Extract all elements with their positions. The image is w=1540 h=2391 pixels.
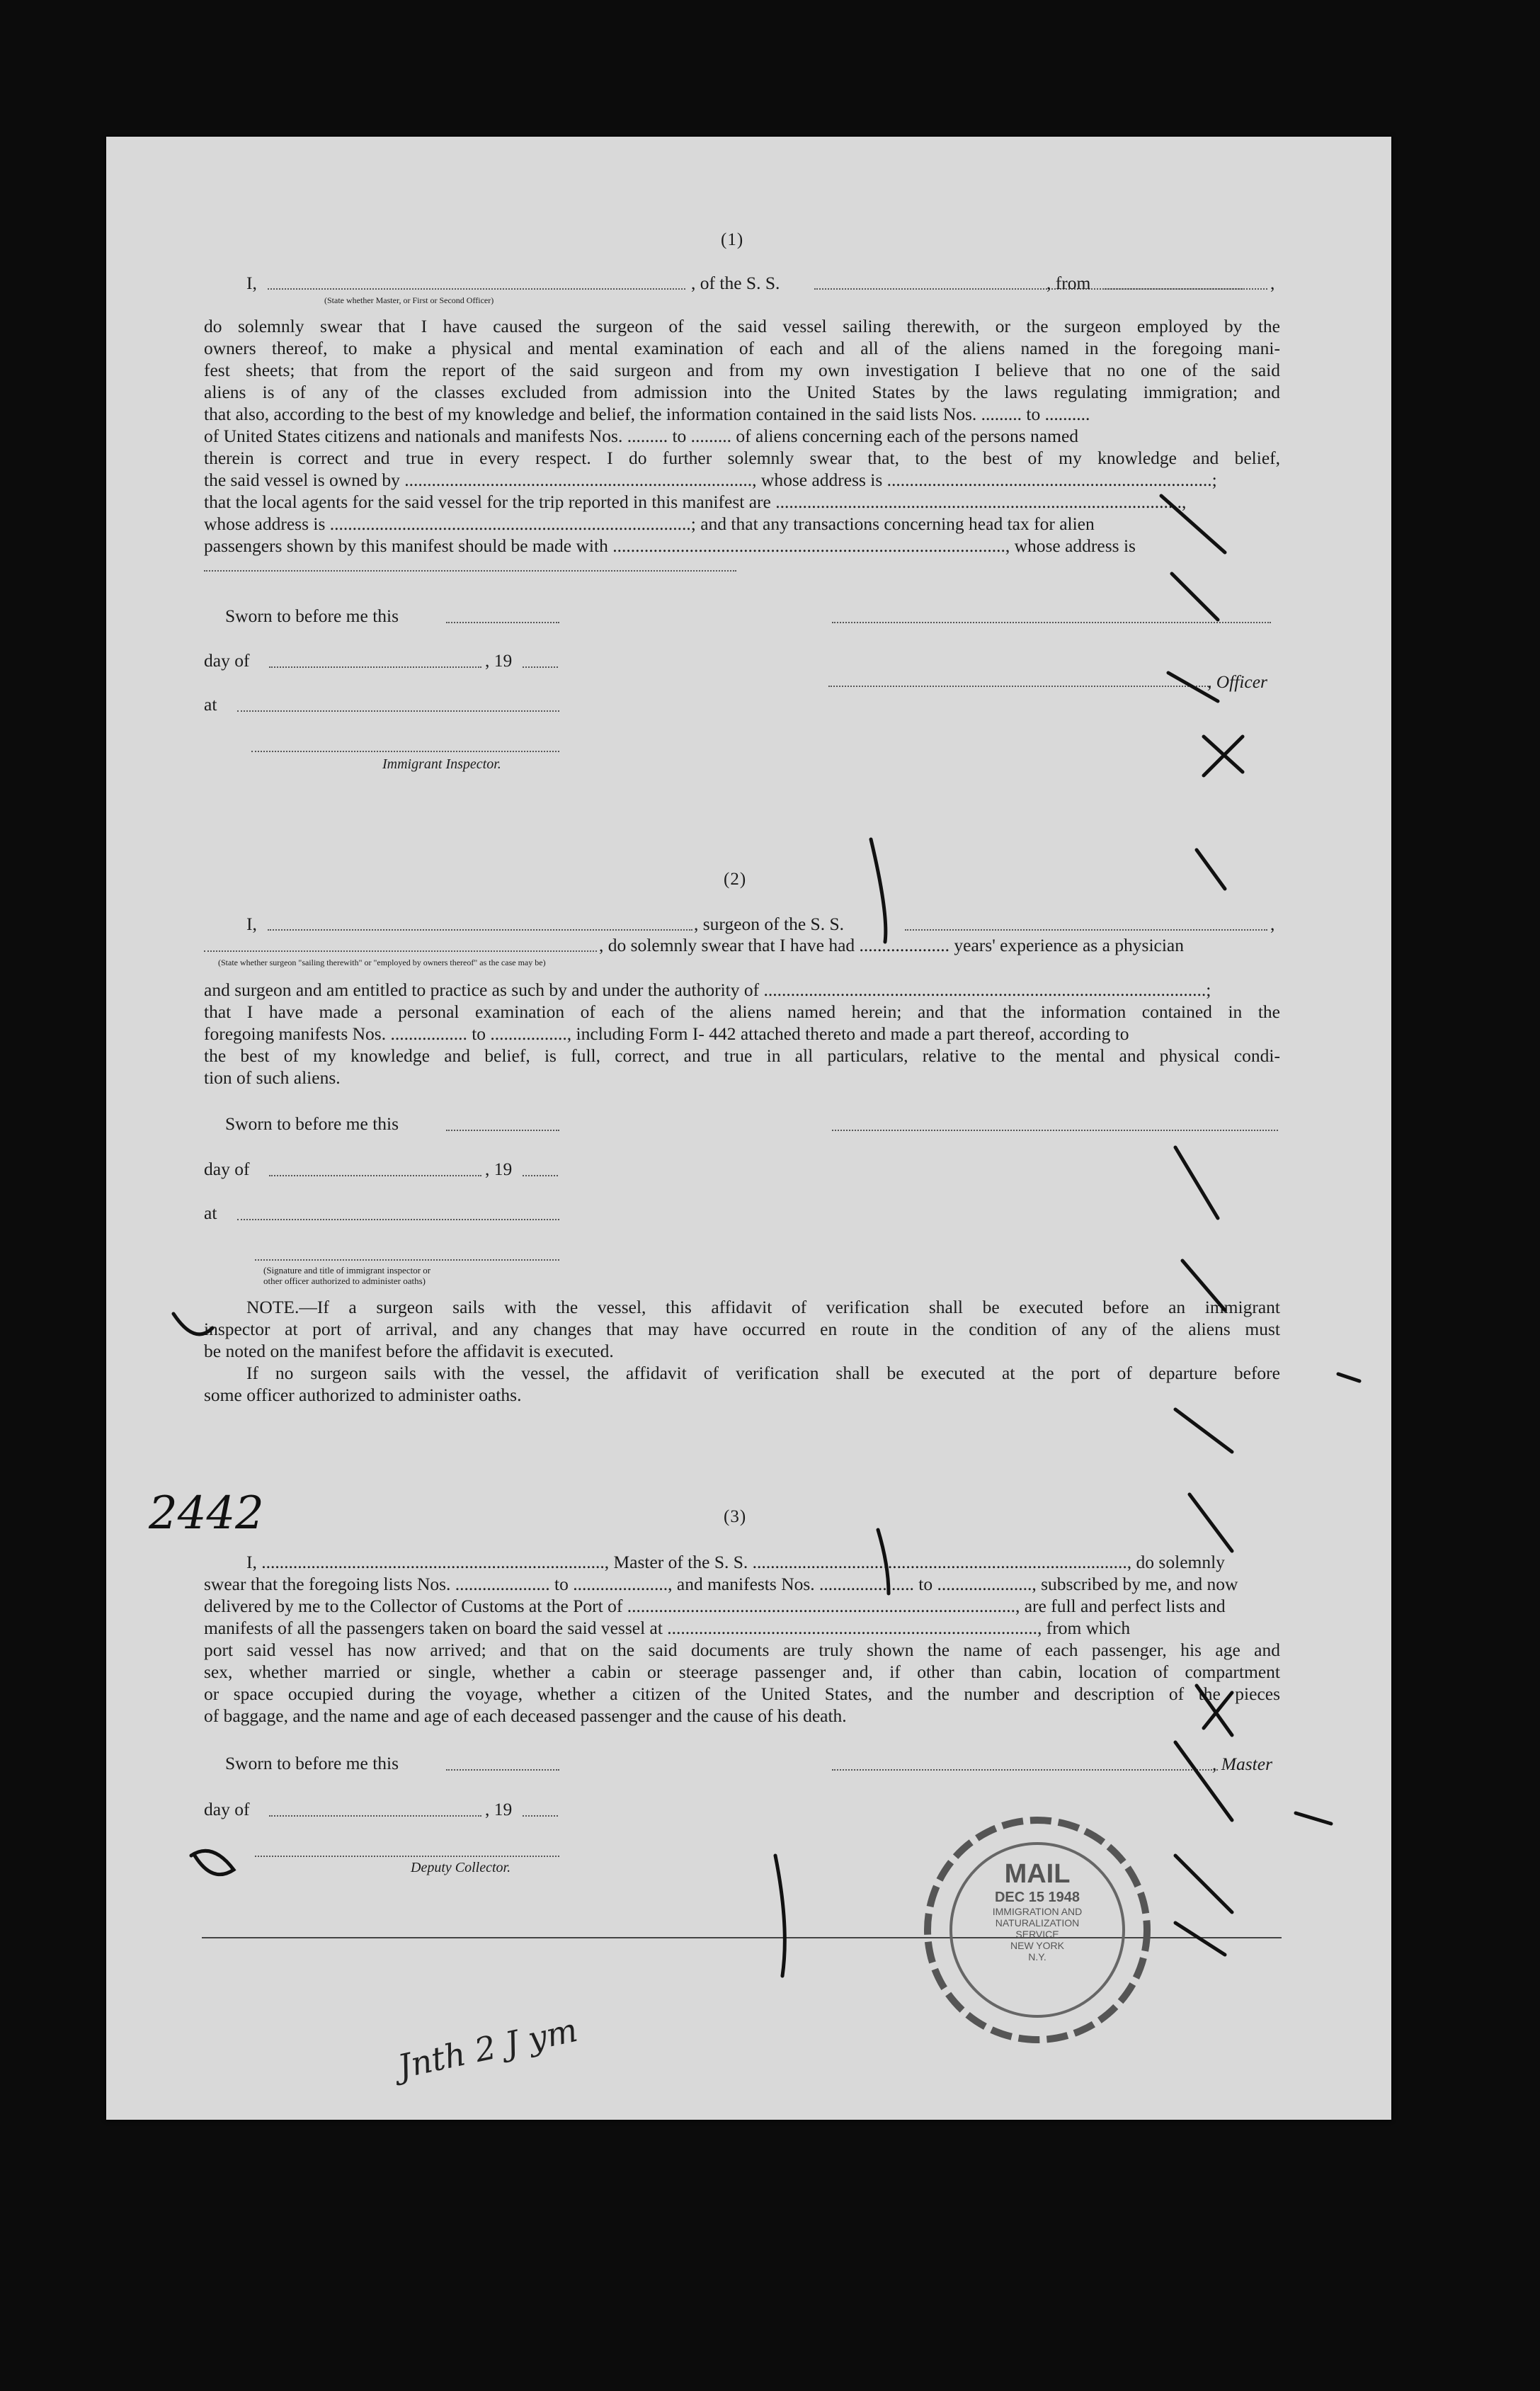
s3-collector-title: Deputy Collector. [411,1860,511,1875]
s2-note-line: If no surgeon sails with the vessel, the affidavit of verification shall be executed at the port of departure before [246,1363,1280,1383]
s2-note-line: NOTE.—If a surgeon sails with the vessel, this affidavit of verification shall be executed before an immigrant [246,1297,1280,1317]
s3-body-line: port said vessel has now arrived; and that on the said documents are truly shown the name of each passenger, his age and [204,1640,1280,1660]
s1-body-line: fest sheets; that from the report of the said surgeon and from my own investigation I believe that no one of the said [204,360,1280,380]
s2-body-line: tion of such aliens. [204,1067,341,1088]
s3-master-label: , Master [1212,1754,1272,1774]
s2-note-line: be noted on the manifest before the affidavit is executed. [204,1341,614,1361]
s1-body-line: aliens is of any of the classes excluded from admission into the United States by the laws regulating immigration; and [204,382,1280,402]
s3-year-label: , 19 [485,1799,513,1819]
s1-year-blank [523,666,558,668]
s2-day-blank [269,1175,481,1176]
s2-note [204,1296,1280,1409]
s1-officer-sig-line [832,622,1271,623]
s2-at-blank [237,1219,559,1220]
s1-body-line: therein is correct and true in every respect. I do further solemnly swear that, to the best of my knowledge and belief, [204,448,1280,468]
section-3 [204,1551,1280,1735]
s2-note-line: some officer authorized to administer oaths. [204,1385,522,1405]
s1-officer-label: , Officer [1207,671,1267,692]
s1-inspector-sig-line [251,751,559,752]
section-2-heading: (2) [724,870,747,889]
s2-surgeon-blank [268,929,692,931]
s1-body-line: passengers shown by this manifest should be made with ......................................................................................., whose address is [204,535,1136,556]
stamp-text [959,1859,1115,1963]
s2-inspector-sig-line [255,1259,559,1261]
stamp-agency-4: NEW YORK [1010,1940,1064,1951]
s1-body-line: of United States citizens and nationals and manifests Nos. ......... to ......... of aliens concerning each of the persons named [204,426,1079,446]
s1-from-blank [1105,288,1267,290]
s2-body-line: and surgeon and am entitled to practice as such by and under the authority of ..................................................................................................; [204,979,1211,1000]
s3-day-blank [269,1815,481,1817]
s2-line2: , do solemnly swear that I have had .................... years' experience as a physician [599,935,1184,955]
s2-surgeon-sig-line [832,1130,1278,1131]
s3-body-line: I, ............................................................................, Master of the S. S. ..................................................................................., do solemnly [246,1552,1225,1572]
s1-i-label: I, [246,273,257,293]
s2-at-label: at [204,1203,217,1223]
s2-ship-blank [905,929,1267,931]
stamp-agency-5: N.Y. [1028,1951,1046,1963]
s1-from-label: , from [1046,273,1091,293]
section-1 [204,273,1280,584]
s1-body-line: the said vessel is owned by ............................................................................., whose address is ........................................................................; [204,470,1217,490]
s2-signer-note-2: other officer authorized to administer oaths) [263,1276,426,1286]
handwritten-margin-number: 2442 [149,1487,264,1540]
s1-year-label: , 19 [485,650,513,671]
s1-officer-name-line [828,686,1211,687]
s1-day-of-label: day of [204,650,250,671]
s2-comma: , [1270,914,1275,934]
s3-year-blank [523,1815,558,1817]
s3-body-line: of baggage, and the name and age of each deceased passenger and the cause of his death. [204,1705,847,1726]
s1-body-line: whose address is ................................................................................; and that any transactions concerning head tax for alien [204,513,1095,534]
stamp-agency-2: NATURALIZATION [995,1917,1080,1929]
s2-sworn-label: Sworn to before me this [225,1113,399,1134]
s1-sworn-blank [446,622,559,623]
s2-surgeon-of-label: , surgeon of the S. S. [694,914,845,934]
s1-at-blank [237,710,559,712]
s1-officer-blank [268,288,685,290]
s3-body-line: manifests of all the passengers taken on board the said vessel at .................................................................................., from which [204,1618,1131,1638]
section-1-heading: (1) [721,230,744,249]
s1-officer-note: (State whether Master, or First or Second Officer) [324,295,494,305]
s1-address-blank [204,570,736,572]
s1-at-label: at [204,694,217,715]
s2-i-label: I, [246,914,257,934]
stamp-agency-3: SERVICE [1015,1929,1059,1940]
s1-of-ship-label: , of the S. S. [691,273,780,293]
s2-body-line: that I have made a personal examination of each of the aliens named herein; and that the information contained in the [204,1001,1280,1022]
stamp-agency-1: IMMIGRATION AND [992,1906,1083,1917]
s2-sworn-blank [446,1130,559,1131]
s2-signer-note-1: (Signature and title of immigrant inspector or [263,1265,431,1276]
s3-sworn-blank [446,1769,559,1771]
s3-body-line: sex, whether married or single, whether a cabin or steerage passenger and, if other than cabin, location of compartment [204,1662,1280,1682]
section-3-heading: (3) [724,1507,747,1526]
s3-master-sig-line [832,1769,1218,1771]
s3-day-of-label: day of [204,1799,250,1819]
s1-body-line: do solemnly swear that I have caused the surgeon of the said vessel sailing therewith, or the surgeon employed by the [204,316,1280,336]
s2-note-line: inspector at port of arrival, and any changes that may have occurred en route in the condition of any of the aliens must [204,1319,1280,1339]
s1-body-line: that the local agents for the said vessel for the trip reported in this manifest are .........................................................................................., [204,492,1187,512]
s1-inspector-title: Immigrant Inspector. [382,756,501,772]
s2-body-line: the best of my knowledge and belief, is full, correct, and true in all particulars, relative to the mental and physical condi- [204,1045,1280,1066]
s2-status-blank [204,950,597,952]
s1-body-line: owners thereof, to make a physical and mental examination of each and all of the aliens named in the foregoing mani- [204,338,1280,358]
received-stamp [917,1813,1158,2047]
s2-year-label: , 19 [485,1159,513,1179]
s2-surgeon-note: (State whether surgeon "sailing therewith" or "employed by owners thereof" as the case may be) [218,958,546,967]
s3-sworn-label: Sworn to before me this [225,1753,399,1773]
section-2 [204,914,1280,1098]
s1-sworn-label: Sworn to before me this [225,606,399,626]
s2-body-line: foregoing manifests Nos. ................. to ................., including Form I- 442 attached thereto and made a part thereof, according to [204,1023,1129,1044]
stamp-date: DEC 15 1948 [994,1890,1080,1905]
s3-body-line: or space occupied during the voyage, whether a citizen of the United States, and the number and description of the pieces [204,1683,1280,1704]
s1-day-blank [269,666,481,668]
handwritten-bottom-scrawl: Jnth 2 J ym [394,2010,581,2086]
s1-body-line: that also, according to the best of my knowledge and belief, the information contained in the said lists Nos. ......... to .......... [204,404,1090,424]
s3-collector-sig-line [255,1856,559,1857]
s1-comma: , [1270,273,1275,293]
s2-year-blank [523,1175,558,1176]
stamp-mail: MAIL [1004,1859,1071,1889]
s2-day-of-label: day of [204,1159,250,1179]
s3-body-line: delivered by me to the Collector of Customs at the Port of ......................................................................................, are full and perfect lists and [204,1596,1226,1616]
s3-body-line: swear that the foregoing lists Nos. ..................... to ....................., and manifests Nos. ..................... to ....................., subscribed by me, and now [204,1574,1238,1594]
